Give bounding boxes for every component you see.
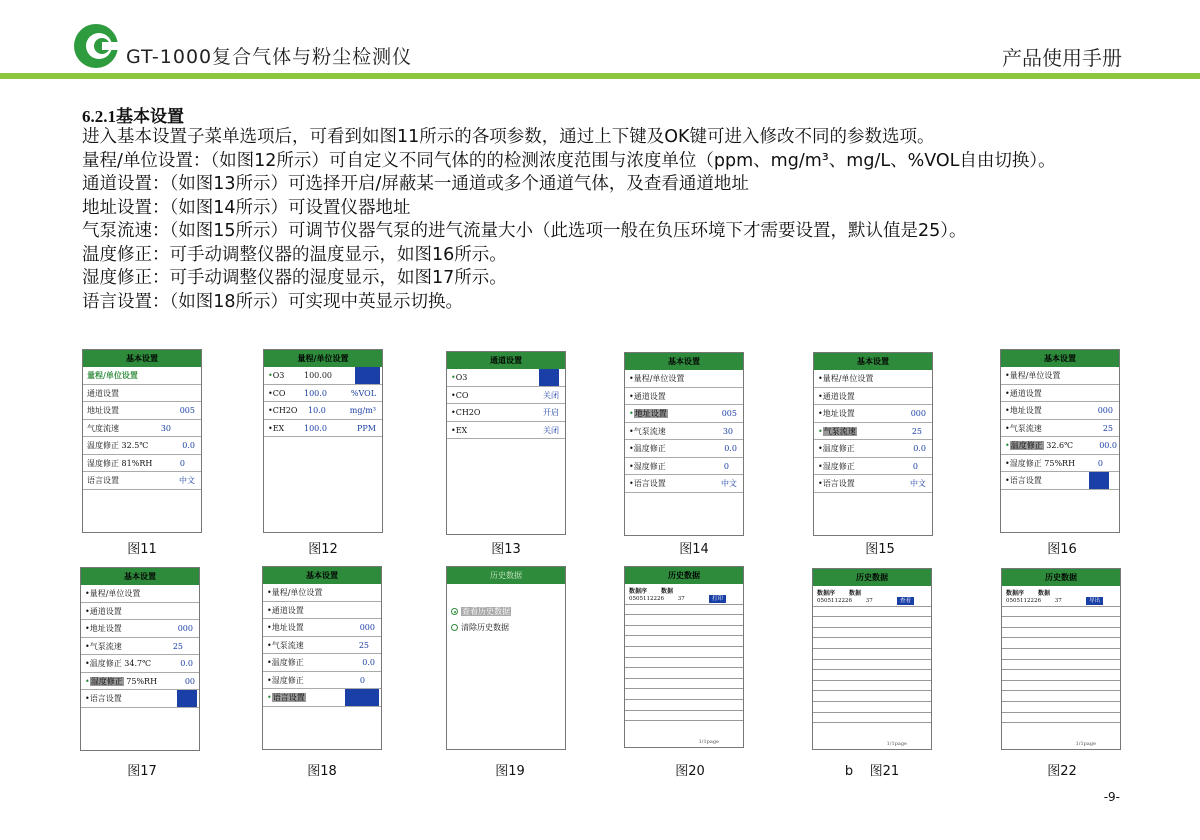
header-divider [0,73,1200,79]
range-value: 100.0 [304,423,327,433]
screen-title: 通道设置 [447,352,565,369]
page-indicator: 1/1page [1075,741,1096,747]
menu-row [83,472,201,490]
col-header: 数据序 [1006,590,1025,597]
screen-title: 历史数据 [1002,569,1120,586]
menu-label: 量程/单位设置 [89,589,141,598]
body-line: 量程/单位设置：（如图12所示）可自定义不同气体的的检测浓度范围与浓度单位（ppm、mg/m³、mg/L、%VOL自由切换）。 [82,150,1056,171]
screen-title: 历史数据 [447,567,565,584]
figure-11-screen [82,349,202,533]
menu-value: English [345,689,380,706]
menu-label: 语言设置 [633,479,666,488]
figure-17-screen: 基本设置 •量程/单位设置 •通道设置 •地址设置 000 •气泵流速 25 •温度修正 34.7℃ 0.0 •湿度修正 75%RH 00 •语言设置 中文 [80,567,200,751]
record-id: 0505112226 [817,598,852,604]
screen-title: 基本设置 [1001,350,1119,367]
section-title: 6.2.1基本设置 [82,107,184,126]
menu-measure: 81%RH [121,458,153,468]
menu-label: 语言设置 [272,693,305,702]
caption: 图22 [1047,764,1077,779]
record-id: 0505112226 [629,596,664,602]
history-row [1002,596,1120,607]
channel-state: 关闭 [543,390,559,400]
menu-label: 气度流速 [87,423,119,433]
caption: 图14 [679,542,709,557]
menu-label: 量程/单位设置 [1009,371,1061,380]
figure-22-screen [1001,568,1121,750]
menu-measure: 34.7℃ [124,659,152,668]
caption: 图16 [1047,542,1077,557]
menu-label: 语言设置 [87,476,119,485]
menu-label: 地址设置 [1009,406,1042,415]
menu-value: 0.0 [913,444,926,453]
menu-label: 气泵流速 [823,426,856,436]
screen-title: 基本设置 [83,350,201,367]
menu-label: 语言设置 [89,694,122,703]
menu-label: 量程/单位设置 [822,374,874,383]
screen-title: 基本设置 [263,567,381,584]
range-value: 10.0 [308,406,326,415]
caption-text: 图21 [869,764,900,779]
caption: 图20 [675,764,705,779]
menu-measure: 75%RH [126,676,158,686]
menu-label: 语言设置 [822,479,855,488]
menu-value: 25 [358,640,369,650]
figure-15-screen: 基本设置 •量程/单位设置 •通道设置 •地址设置 000 •气泵流速 25 •温度修正 0.0 •湿度修正 0 •语言设置 中文 [813,352,933,536]
radio-label: 查看历史数据 [462,607,510,616]
menu-value: 00 [184,676,195,686]
body-line: 通道设置：（如图13所示）可选择开启/屏蔽某一通道或多个通道气体，及查看通道地址 [82,174,749,194]
menu-value: 25 [172,641,183,651]
menu-label: 地址设置 [822,409,855,418]
menu-label: 通道设置 [822,391,855,401]
page-number: -9- [1103,790,1120,804]
menu-value: 0 [359,675,365,685]
menu-label: 量程/单位设置 [87,370,138,380]
radio-clear-history[interactable] [447,620,565,636]
menu-label: 温度修正 [87,441,119,450]
body-line: 气泵流速：（如图15所示）可调节仪器气泵的进气流量大小（此选项一般在负压环境下才需要设置，默认值是25）。 [82,221,967,241]
menu-label: 温度修正 [1010,441,1043,450]
menu-label: 地址设置 [271,623,304,632]
menu-label: 气泵流速 [633,426,666,436]
channel-row: •O3 开启 [447,369,565,387]
menu-label: 温度修正 [89,659,122,668]
screen-title: 基本设置 [814,353,932,370]
channel-state: 关闭 [543,425,559,435]
history-header [625,584,743,594]
menu-value: 25 [1102,423,1113,433]
figure-18-screen: 基本设置 •量程/单位设置 •通道设置 •地址设置 000 •气泵流速 25 •温度修正 0.0 •湿度修正 0 •语言设置 English [262,566,382,750]
menu-measure: 32.5℃ [121,441,149,450]
menu-value: 中文 [721,479,737,488]
menu-row [83,437,201,455]
menu-value: 0.0 [182,441,195,450]
menu-row [83,385,201,403]
record-value: 37 [865,598,873,604]
header-right: 产品使用手册 [1002,46,1122,70]
col-header: 数据序 [629,588,648,595]
menu-label: 地址设置 [89,624,122,633]
range-value: 100.00 [304,371,332,380]
menu-label: 地址设置 [87,406,119,415]
col-header: 数据 [849,590,862,597]
radio-view-history[interactable] [447,604,565,620]
menu-row [83,367,201,385]
body-line: 温度修正：可手动调整仪器的温度显示，如图16所示。 [82,244,507,265]
history-header [1002,586,1120,596]
range-row: •CO 100.0 %VOL [264,385,382,403]
caption: 图11 [127,542,157,557]
body-line: 进入基本设置子菜单选项后，可看到如图11所示的各项参数，通过上下键及OK键可进入修改不同的参数选项。 [82,127,935,147]
screen-title: 历史数据 [813,569,931,586]
figure-20-screen [624,566,744,748]
range-row: •EX 100.0 PPM [264,420,382,438]
brand-logo-icon [72,22,120,70]
figure-21-screen [812,568,932,750]
menu-label: 通道设置 [1009,388,1042,398]
menu-label: 湿度修正 [633,461,666,471]
col-header: 数据 [1038,590,1051,597]
menu-value: 0.0 [362,658,375,667]
menu-value: 30 [722,426,733,436]
menu-value: 005 [179,406,195,415]
body-line: 湿度修正：可手动调整仪器的湿度显示，如图17所示。 [82,268,507,288]
page-header [0,0,1200,80]
export-button[interactable]: 导出 [1086,597,1103,605]
gas-name: CH2O [455,408,481,417]
channel-row: •EX 关闭 [447,422,565,440]
menu-measure: 75%RH [1044,458,1076,468]
menu-value: 000 [1097,406,1113,415]
menu-label: 湿度修正 [90,676,123,686]
menu-label: 湿度修正 [1009,458,1042,468]
menu-label: 地址设置 [634,409,667,418]
gas-name: CO [455,390,469,400]
range-value: 100.0 [304,388,327,398]
menu-row [83,455,201,473]
channel-row: •CH2O 开启 [447,404,565,422]
figure-19-screen [446,566,566,750]
caption-prefix: b [844,764,854,779]
channel-row: •CO 关闭 [447,387,565,405]
view-button[interactable]: 查看 [897,597,914,605]
menu-label: 温度修正 [271,658,304,667]
menu-value: 0 [912,461,918,471]
unit-value: mg/L [355,367,380,384]
radio-icon [451,624,458,631]
history-row [625,594,743,605]
radio-icon [451,608,458,615]
menu-value: 0.0 [180,659,193,668]
col-header: 数据 [661,588,674,595]
gas-name: EX [272,423,285,433]
menu-value: 30 [160,423,171,433]
body-line: 语言设置：（如图18所示）可实现中英显示切换。 [82,291,464,312]
caption: 图13 [491,542,521,557]
menu-label: 湿度修正 [822,461,855,471]
menu-row [83,402,201,420]
unit-value: PPM [357,423,376,433]
radio-label: 清除历史数据 [461,623,509,632]
history-row [813,596,931,607]
channel-state: 开启 [543,408,559,417]
menu-label: 温度修正 [633,444,666,453]
menu-label: 湿度修正 [271,675,304,685]
menu-value: 0 [723,461,729,471]
range-row: •O3 100.00 mg/L [264,367,382,385]
record-id: 0505112226 [1006,598,1041,604]
record-value: 37 [677,596,685,602]
menu-label: 湿度修正 [87,458,119,468]
caption: 图18 [307,764,337,779]
caption: 图15 [865,542,895,557]
menu-label: 通道设置 [271,605,304,615]
channel-state: 开启 [539,369,559,386]
menu-value: 0 [1097,458,1103,468]
unit-value: mg/m³ [349,406,376,415]
menu-value: 中文 [177,690,197,707]
caption [812,760,932,779]
menu-value: 000 [910,409,926,418]
record-value: 37 [1054,598,1062,604]
body-line: 地址设置：（如图14所示）可设置仪器地址 [82,197,411,218]
menu-value: 中文 [1089,472,1109,489]
gas-name: CO [272,388,286,398]
screen-title: 基本设置 [625,353,743,370]
gas-name: O3 [455,373,468,382]
menu-label: 通道设置 [633,391,666,401]
figure-16-screen: 基本设置 •量程/单位设置 •通道设置 •地址设置 000 •气泵流速 25 •温度修正 32.6℃ 00.0 •湿度修正 75%RH 0 •语言设置 中文 [1000,349,1120,533]
figure-14-screen: 基本设置 •量程/单位设置 •通道设置 •地址设置 005 •气泵流速 30 •温度修正 0.0 •湿度修正 0 •语言设置 中文 [624,352,744,536]
screen-title: 量程/单位设置 [264,350,382,367]
menu-label: 气泵流速 [89,641,122,651]
menu-label: 语言设置 [1009,476,1042,485]
menu-label: 气泵流速 [271,640,304,650]
page-indicator: 1/1page [886,741,907,747]
page-indicator: 1/1page [698,739,719,745]
menu-label: 量程/单位设置 [633,374,685,383]
figure-13-screen [446,351,566,535]
unit-value: %VOL [350,388,376,398]
gas-name: CH2O [272,406,298,415]
menu-label: 量程/单位设置 [271,588,323,597]
figure-12-screen [263,349,383,533]
gas-name: EX [455,425,468,435]
menu-label: 气泵流速 [1009,423,1042,433]
print-button[interactable]: 打印 [709,595,726,603]
menu-label: 通道设置 [89,606,122,616]
menu-measure: 32.6℃ [1046,441,1074,450]
screen-title: 基本设置 [81,568,199,585]
range-row: •CH2O 10.0 mg/m³ [264,402,382,420]
menu-value: 中文 [179,476,195,485]
menu-value: 00.0 [1099,441,1117,450]
section-body [82,126,1182,314]
menu-label: 通道设置 [87,388,119,398]
caption: 图17 [127,764,157,779]
col-header: 数据序 [817,590,836,597]
menu-value: 005 [721,409,737,418]
menu-row [83,420,201,438]
caption: 图12 [308,542,338,557]
screen-title: 历史数据 [625,567,743,584]
menu-value: 0.0 [724,444,737,453]
menu-value: 000 [177,624,193,633]
header-title: GT-1000复合气体与粉尘检测仪 [126,46,413,68]
menu-value: 0 [179,458,185,468]
menu-value: 25 [911,426,922,436]
caption: 图19 [495,764,525,779]
menu-label: 温度修正 [822,444,855,453]
history-header [813,586,931,596]
gas-name: O3 [272,371,285,380]
menu-value: 000 [359,623,375,632]
menu-value: 中文 [910,479,926,488]
